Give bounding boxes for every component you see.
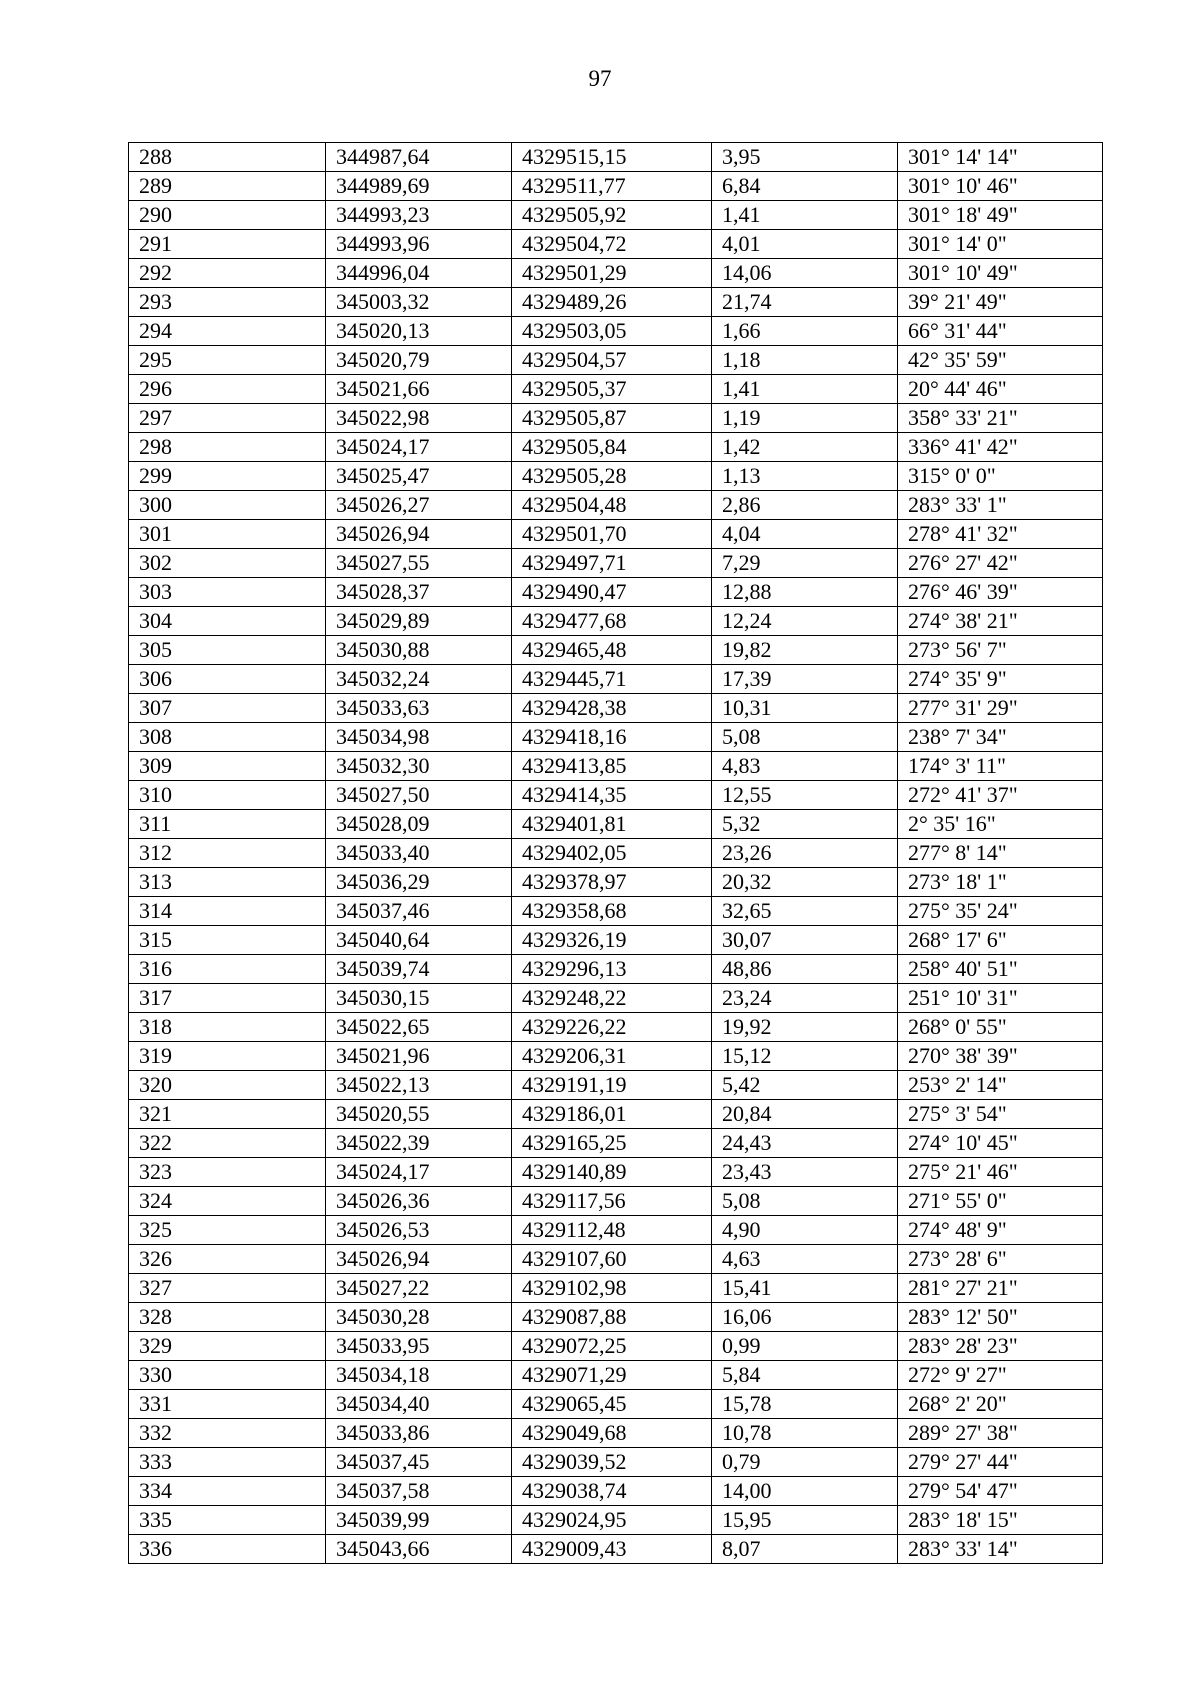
point-number-cell: 314 — [129, 897, 326, 926]
bearing-cell: 272° 9' 27" — [898, 1361, 1103, 1390]
x-coordinate-cell: 344987,64 — [326, 143, 512, 172]
point-number-cell: 308 — [129, 723, 326, 752]
distance-cell: 10,78 — [712, 1419, 898, 1448]
y-coordinate-cell: 4329378,97 — [512, 868, 712, 897]
bearing-cell: 358° 33' 21" — [898, 404, 1103, 433]
bearing-cell: 238° 7' 34" — [898, 723, 1103, 752]
x-coordinate-cell: 345024,17 — [326, 433, 512, 462]
y-coordinate-cell: 4329038,74 — [512, 1477, 712, 1506]
distance-cell: 23,24 — [712, 984, 898, 1013]
y-coordinate-cell: 4329505,84 — [512, 433, 712, 462]
x-coordinate-cell: 345026,94 — [326, 520, 512, 549]
distance-cell: 4,63 — [712, 1245, 898, 1274]
x-coordinate-cell: 345026,36 — [326, 1187, 512, 1216]
y-coordinate-cell: 4329497,71 — [512, 549, 712, 578]
x-coordinate-cell: 344989,69 — [326, 172, 512, 201]
bearing-cell: 289° 27' 38" — [898, 1419, 1103, 1448]
table-row — [129, 288, 1103, 317]
bearing-cell: 301° 10' 49" — [898, 259, 1103, 288]
point-number-cell: 317 — [129, 984, 326, 1013]
bearing-cell: 271° 55' 0" — [898, 1187, 1103, 1216]
y-coordinate-cell: 4329505,87 — [512, 404, 712, 433]
distance-cell: 1,66 — [712, 317, 898, 346]
distance-cell: 23,43 — [712, 1158, 898, 1187]
distance-cell: 7,29 — [712, 549, 898, 578]
bearing-cell: 258° 40' 51" — [898, 955, 1103, 984]
distance-cell: 1,42 — [712, 433, 898, 462]
point-number-cell: 336 — [129, 1535, 326, 1564]
y-coordinate-cell: 4329418,16 — [512, 723, 712, 752]
table-row — [129, 462, 1103, 491]
x-coordinate-cell: 345033,95 — [326, 1332, 512, 1361]
point-number-cell: 313 — [129, 868, 326, 897]
point-number-cell: 304 — [129, 607, 326, 636]
point-number-cell: 327 — [129, 1274, 326, 1303]
table-row — [129, 1274, 1103, 1303]
distance-cell: 5,08 — [712, 723, 898, 752]
table-row — [129, 1535, 1103, 1564]
x-coordinate-cell: 345022,98 — [326, 404, 512, 433]
table-row — [129, 1390, 1103, 1419]
x-coordinate-cell: 345034,18 — [326, 1361, 512, 1390]
distance-cell: 16,06 — [712, 1303, 898, 1332]
point-number-cell: 301 — [129, 520, 326, 549]
point-number-cell: 303 — [129, 578, 326, 607]
table-row — [129, 259, 1103, 288]
y-coordinate-cell: 4329071,29 — [512, 1361, 712, 1390]
distance-cell: 2,86 — [712, 491, 898, 520]
y-coordinate-cell: 4329087,88 — [512, 1303, 712, 1332]
distance-cell: 4,04 — [712, 520, 898, 549]
point-number-cell: 329 — [129, 1332, 326, 1361]
bearing-cell: 174° 3' 11" — [898, 752, 1103, 781]
point-number-cell: 325 — [129, 1216, 326, 1245]
bearing-cell: 277° 31' 29" — [898, 694, 1103, 723]
x-coordinate-cell: 345027,22 — [326, 1274, 512, 1303]
distance-cell: 4,83 — [712, 752, 898, 781]
distance-cell: 6,84 — [712, 172, 898, 201]
y-coordinate-cell: 4329490,47 — [512, 578, 712, 607]
point-number-cell: 292 — [129, 259, 326, 288]
bearing-cell: 268° 17' 6" — [898, 926, 1103, 955]
y-coordinate-cell: 4329465,48 — [512, 636, 712, 665]
point-number-cell: 316 — [129, 955, 326, 984]
y-coordinate-cell: 4329501,29 — [512, 259, 712, 288]
x-coordinate-cell: 345028,37 — [326, 578, 512, 607]
table-row — [129, 1419, 1103, 1448]
table-row — [129, 1216, 1103, 1245]
y-coordinate-cell: 4329505,37 — [512, 375, 712, 404]
table-row — [129, 723, 1103, 752]
bearing-cell: 283° 28' 23" — [898, 1332, 1103, 1361]
y-coordinate-cell: 4329515,15 — [512, 143, 712, 172]
y-coordinate-cell: 4329117,56 — [512, 1187, 712, 1216]
y-coordinate-cell: 4329072,25 — [512, 1332, 712, 1361]
bearing-cell: 283° 18' 15" — [898, 1506, 1103, 1535]
table-row — [129, 1187, 1103, 1216]
bearing-cell: 2° 35' 16" — [898, 810, 1103, 839]
x-coordinate-cell: 345039,74 — [326, 955, 512, 984]
point-number-cell: 293 — [129, 288, 326, 317]
distance-cell: 1,19 — [712, 404, 898, 433]
bearing-cell: 277° 8' 14" — [898, 839, 1103, 868]
y-coordinate-cell: 4329402,05 — [512, 839, 712, 868]
x-coordinate-cell: 345024,17 — [326, 1158, 512, 1187]
y-coordinate-cell: 4329248,22 — [512, 984, 712, 1013]
y-coordinate-cell: 4329024,95 — [512, 1506, 712, 1535]
x-coordinate-cell: 345034,98 — [326, 723, 512, 752]
table-row — [129, 375, 1103, 404]
y-coordinate-cell: 4329504,57 — [512, 346, 712, 375]
distance-cell: 19,82 — [712, 636, 898, 665]
bearing-cell: 301° 18' 49" — [898, 201, 1103, 230]
y-coordinate-cell: 4329065,45 — [512, 1390, 712, 1419]
distance-cell: 12,24 — [712, 607, 898, 636]
point-number-cell: 330 — [129, 1361, 326, 1390]
bearing-cell: 275° 35' 24" — [898, 897, 1103, 926]
y-coordinate-cell: 4329477,68 — [512, 607, 712, 636]
x-coordinate-cell: 345020,13 — [326, 317, 512, 346]
y-coordinate-cell: 4329511,77 — [512, 172, 712, 201]
bearing-cell: 279° 27' 44" — [898, 1448, 1103, 1477]
x-coordinate-cell: 345021,66 — [326, 375, 512, 404]
x-coordinate-cell: 345032,30 — [326, 752, 512, 781]
point-number-cell: 306 — [129, 665, 326, 694]
table-row — [129, 810, 1103, 839]
x-coordinate-cell: 345037,45 — [326, 1448, 512, 1477]
table-row — [129, 1158, 1103, 1187]
bearing-cell: 251° 10' 31" — [898, 984, 1103, 1013]
distance-cell: 1,41 — [712, 375, 898, 404]
distance-cell: 0,99 — [712, 1332, 898, 1361]
y-coordinate-cell: 4329489,26 — [512, 288, 712, 317]
table-row — [129, 1332, 1103, 1361]
distance-cell: 48,86 — [712, 955, 898, 984]
bearing-cell: 315° 0' 0" — [898, 462, 1103, 491]
table-row — [129, 230, 1103, 259]
point-number-cell: 315 — [129, 926, 326, 955]
x-coordinate-cell: 345043,66 — [326, 1535, 512, 1564]
table-row — [129, 1129, 1103, 1158]
bearing-cell: 42° 35' 59" — [898, 346, 1103, 375]
point-number-cell: 296 — [129, 375, 326, 404]
point-number-cell: 328 — [129, 1303, 326, 1332]
point-number-cell: 326 — [129, 1245, 326, 1274]
table-row — [129, 433, 1103, 462]
x-coordinate-cell: 345032,24 — [326, 665, 512, 694]
distance-cell: 15,41 — [712, 1274, 898, 1303]
x-coordinate-cell: 345022,39 — [326, 1129, 512, 1158]
bearing-cell: 279° 54' 47" — [898, 1477, 1103, 1506]
y-coordinate-cell: 4329107,60 — [512, 1245, 712, 1274]
x-coordinate-cell: 345022,13 — [326, 1071, 512, 1100]
table-row — [129, 549, 1103, 578]
y-coordinate-cell: 4329401,81 — [512, 810, 712, 839]
distance-cell: 12,55 — [712, 781, 898, 810]
bearing-cell: 301° 14' 14" — [898, 143, 1103, 172]
point-number-cell: 307 — [129, 694, 326, 723]
bearing-cell: 273° 18' 1" — [898, 868, 1103, 897]
x-coordinate-cell: 344993,23 — [326, 201, 512, 230]
bearing-cell: 283° 33' 1" — [898, 491, 1103, 520]
bearing-cell: 274° 35' 9" — [898, 665, 1103, 694]
bearing-cell: 20° 44' 46" — [898, 375, 1103, 404]
x-coordinate-cell: 345026,27 — [326, 491, 512, 520]
bearing-cell: 39° 21' 49" — [898, 288, 1103, 317]
table-row — [129, 1071, 1103, 1100]
bearing-cell: 301° 14' 0" — [898, 230, 1103, 259]
y-coordinate-cell: 4329414,35 — [512, 781, 712, 810]
table-row — [129, 201, 1103, 230]
table-row — [129, 1361, 1103, 1390]
x-coordinate-cell: 345037,58 — [326, 1477, 512, 1506]
table-row — [129, 1245, 1103, 1274]
bearing-cell: 275° 21' 46" — [898, 1158, 1103, 1187]
distance-cell: 10,31 — [712, 694, 898, 723]
x-coordinate-cell: 345025,47 — [326, 462, 512, 491]
distance-cell: 21,74 — [712, 288, 898, 317]
y-coordinate-cell: 4329191,19 — [512, 1071, 712, 1100]
point-number-cell: 335 — [129, 1506, 326, 1535]
point-number-cell: 332 — [129, 1419, 326, 1448]
y-coordinate-cell: 4329102,98 — [512, 1274, 712, 1303]
x-coordinate-cell: 345020,55 — [326, 1100, 512, 1129]
distance-cell: 1,13 — [712, 462, 898, 491]
x-coordinate-cell: 345033,86 — [326, 1419, 512, 1448]
x-coordinate-cell: 345030,15 — [326, 984, 512, 1013]
distance-cell: 14,00 — [712, 1477, 898, 1506]
x-coordinate-cell: 345037,46 — [326, 897, 512, 926]
x-coordinate-cell: 345021,96 — [326, 1042, 512, 1071]
bearing-cell: 278° 41' 32" — [898, 520, 1103, 549]
point-number-cell: 290 — [129, 201, 326, 230]
page-number: 97 — [588, 66, 612, 91]
x-coordinate-cell: 345022,65 — [326, 1013, 512, 1042]
point-number-cell: 297 — [129, 404, 326, 433]
bearing-cell: 273° 56' 7" — [898, 636, 1103, 665]
y-coordinate-cell: 4329428,38 — [512, 694, 712, 723]
y-coordinate-cell: 4329112,48 — [512, 1216, 712, 1245]
x-coordinate-cell: 345026,53 — [326, 1216, 512, 1245]
table-row — [129, 143, 1103, 172]
table-row — [129, 897, 1103, 926]
distance-cell: 23,26 — [712, 839, 898, 868]
y-coordinate-cell: 4329009,43 — [512, 1535, 712, 1564]
distance-cell: 15,78 — [712, 1390, 898, 1419]
bearing-cell: 276° 27' 42" — [898, 549, 1103, 578]
point-number-cell: 321 — [129, 1100, 326, 1129]
bearing-cell: 268° 0' 55" — [898, 1013, 1103, 1042]
coordinates-table — [128, 142, 1103, 1564]
point-number-cell: 302 — [129, 549, 326, 578]
point-number-cell: 294 — [129, 317, 326, 346]
y-coordinate-cell: 4329326,19 — [512, 926, 712, 955]
distance-cell: 20,32 — [712, 868, 898, 897]
table-row — [129, 984, 1103, 1013]
y-coordinate-cell: 4329413,85 — [512, 752, 712, 781]
table-row — [129, 1042, 1103, 1071]
point-number-cell: 295 — [129, 346, 326, 375]
x-coordinate-cell: 345040,64 — [326, 926, 512, 955]
point-number-cell: 333 — [129, 1448, 326, 1477]
point-number-cell: 298 — [129, 433, 326, 462]
point-number-cell: 323 — [129, 1158, 326, 1187]
bearing-cell: 336° 41' 42" — [898, 433, 1103, 462]
distance-cell: 17,39 — [712, 665, 898, 694]
distance-cell: 14,06 — [712, 259, 898, 288]
bearing-cell: 281° 27' 21" — [898, 1274, 1103, 1303]
y-coordinate-cell: 4329140,89 — [512, 1158, 712, 1187]
x-coordinate-cell: 345020,79 — [326, 346, 512, 375]
point-number-cell: 310 — [129, 781, 326, 810]
table-row — [129, 1013, 1103, 1042]
table-row — [129, 665, 1103, 694]
distance-cell: 15,12 — [712, 1042, 898, 1071]
x-coordinate-cell: 345033,63 — [326, 694, 512, 723]
table-row — [129, 1506, 1103, 1535]
y-coordinate-cell: 4329039,52 — [512, 1448, 712, 1477]
x-coordinate-cell: 345030,88 — [326, 636, 512, 665]
x-coordinate-cell: 345030,28 — [326, 1303, 512, 1332]
bearing-cell: 276° 46' 39" — [898, 578, 1103, 607]
point-number-cell: 324 — [129, 1187, 326, 1216]
point-number-cell: 318 — [129, 1013, 326, 1042]
point-number-cell: 322 — [129, 1129, 326, 1158]
distance-cell: 4,90 — [712, 1216, 898, 1245]
distance-cell: 5,32 — [712, 810, 898, 839]
y-coordinate-cell: 4329206,31 — [512, 1042, 712, 1071]
bearing-cell: 66° 31' 44" — [898, 317, 1103, 346]
point-number-cell: 312 — [129, 839, 326, 868]
point-number-cell: 311 — [129, 810, 326, 839]
table-row — [129, 694, 1103, 723]
table-row — [129, 839, 1103, 868]
table-row — [129, 607, 1103, 636]
bearing-cell: 253° 2' 14" — [898, 1071, 1103, 1100]
table-row — [129, 636, 1103, 665]
bearing-cell: 301° 10' 46" — [898, 172, 1103, 201]
table-row — [129, 404, 1103, 433]
point-number-cell: 331 — [129, 1390, 326, 1419]
x-coordinate-cell: 345003,32 — [326, 288, 512, 317]
distance-cell: 0,79 — [712, 1448, 898, 1477]
table-row — [129, 752, 1103, 781]
y-coordinate-cell: 4329505,92 — [512, 201, 712, 230]
y-coordinate-cell: 4329445,71 — [512, 665, 712, 694]
x-coordinate-cell: 345027,50 — [326, 781, 512, 810]
point-number-cell: 288 — [129, 143, 326, 172]
point-number-cell: 334 — [129, 1477, 326, 1506]
y-coordinate-cell: 4329165,25 — [512, 1129, 712, 1158]
point-number-cell: 309 — [129, 752, 326, 781]
table-row — [129, 172, 1103, 201]
point-number-cell: 289 — [129, 172, 326, 201]
y-coordinate-cell: 4329049,68 — [512, 1419, 712, 1448]
table-row — [129, 1448, 1103, 1477]
y-coordinate-cell: 4329358,68 — [512, 897, 712, 926]
bearing-cell: 275° 3' 54" — [898, 1100, 1103, 1129]
x-coordinate-cell: 345033,40 — [326, 839, 512, 868]
x-coordinate-cell: 345039,99 — [326, 1506, 512, 1535]
bearing-cell: 274° 10' 45" — [898, 1129, 1103, 1158]
bearing-cell: 274° 48' 9" — [898, 1216, 1103, 1245]
table-row — [129, 868, 1103, 897]
table-row — [129, 317, 1103, 346]
y-coordinate-cell: 4329296,13 — [512, 955, 712, 984]
point-number-cell: 319 — [129, 1042, 326, 1071]
bearing-cell: 272° 41' 37" — [898, 781, 1103, 810]
y-coordinate-cell: 4329505,28 — [512, 462, 712, 491]
distance-cell: 8,07 — [712, 1535, 898, 1564]
table-row — [129, 1303, 1103, 1332]
x-coordinate-cell: 345029,89 — [326, 607, 512, 636]
bearing-cell: 268° 2' 20" — [898, 1390, 1103, 1419]
point-number-cell: 305 — [129, 636, 326, 665]
table-row — [129, 1477, 1103, 1506]
x-coordinate-cell: 345027,55 — [326, 549, 512, 578]
y-coordinate-cell: 4329504,48 — [512, 491, 712, 520]
distance-cell: 24,43 — [712, 1129, 898, 1158]
point-number-cell: 291 — [129, 230, 326, 259]
distance-cell: 5,08 — [712, 1187, 898, 1216]
table-row — [129, 781, 1103, 810]
table-row — [129, 955, 1103, 984]
y-coordinate-cell: 4329226,22 — [512, 1013, 712, 1042]
table-row — [129, 491, 1103, 520]
distance-cell: 15,95 — [712, 1506, 898, 1535]
distance-cell: 12,88 — [712, 578, 898, 607]
table-row — [129, 578, 1103, 607]
distance-cell: 5,42 — [712, 1071, 898, 1100]
point-number-cell: 299 — [129, 462, 326, 491]
bearing-cell: 273° 28' 6" — [898, 1245, 1103, 1274]
distance-cell: 30,07 — [712, 926, 898, 955]
y-coordinate-cell: 4329504,72 — [512, 230, 712, 259]
bearing-cell: 270° 38' 39" — [898, 1042, 1103, 1071]
table-row — [129, 346, 1103, 375]
x-coordinate-cell: 345036,29 — [326, 868, 512, 897]
bearing-cell: 274° 38' 21" — [898, 607, 1103, 636]
distance-cell: 1,18 — [712, 346, 898, 375]
table-row — [129, 926, 1103, 955]
distance-cell: 4,01 — [712, 230, 898, 259]
point-number-cell: 320 — [129, 1071, 326, 1100]
x-coordinate-cell: 345028,09 — [326, 810, 512, 839]
table-row — [129, 520, 1103, 549]
distance-cell: 1,41 — [712, 201, 898, 230]
x-coordinate-cell: 345026,94 — [326, 1245, 512, 1274]
distance-cell: 5,84 — [712, 1361, 898, 1390]
x-coordinate-cell: 344993,96 — [326, 230, 512, 259]
coordinates-table-body — [129, 143, 1103, 1564]
distance-cell: 20,84 — [712, 1100, 898, 1129]
y-coordinate-cell: 4329186,01 — [512, 1100, 712, 1129]
x-coordinate-cell: 344996,04 — [326, 259, 512, 288]
distance-cell: 3,95 — [712, 143, 898, 172]
distance-cell: 19,92 — [712, 1013, 898, 1042]
y-coordinate-cell: 4329501,70 — [512, 520, 712, 549]
point-number-cell: 300 — [129, 491, 326, 520]
x-coordinate-cell: 345034,40 — [326, 1390, 512, 1419]
y-coordinate-cell: 4329503,05 — [512, 317, 712, 346]
distance-cell: 32,65 — [712, 897, 898, 926]
table-row — [129, 1100, 1103, 1129]
bearing-cell: 283° 33' 14" — [898, 1535, 1103, 1564]
bearing-cell: 283° 12' 50" — [898, 1303, 1103, 1332]
